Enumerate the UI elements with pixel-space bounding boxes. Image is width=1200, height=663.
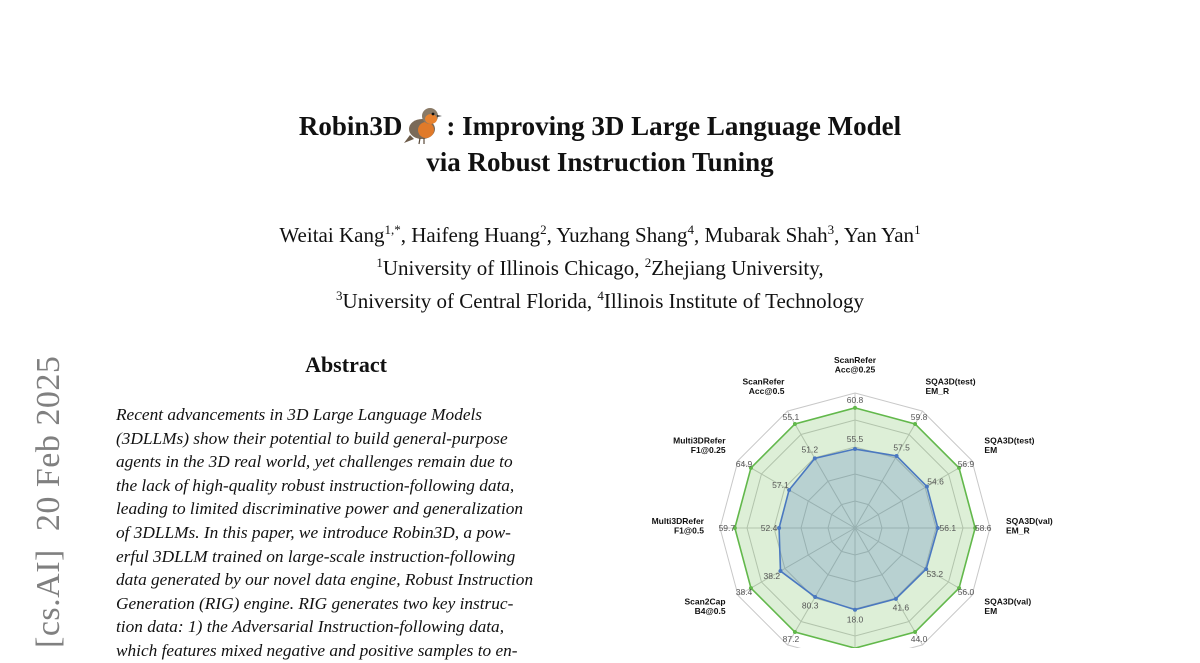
affil-mark: 1 — [376, 255, 383, 270]
title-rest: : Improving 3D Large Language Model — [446, 111, 902, 141]
radar-chart — [600, 340, 1120, 648]
abstract-heading: Abstract — [305, 352, 387, 377]
radar-point-baseline — [813, 595, 817, 599]
author-affil-mark: 4 — [687, 222, 695, 237]
abstract-line: (3DLLMs) show their potential to build general-purpose — [116, 428, 508, 448]
radar-axis-label: SQA3D(test) — [984, 435, 1035, 446]
abstract-line: of 3DLLMs. In this paper, we introduce Robin3D, a pow- — [116, 522, 511, 542]
radar-axis-label: ScanRefer — [833, 355, 877, 365]
radar-point-baseline — [813, 456, 817, 460]
radar-axis-label: Acc@0.25 — [834, 364, 876, 375]
radar-value-label: 52.4 — [760, 523, 778, 533]
radar-value-label: 55.5 — [846, 434, 864, 445]
affiliation: University of Illinois Chicago, — [382, 256, 645, 280]
radar-axis-label: ScanRefer — [742, 376, 785, 387]
radar-value-label: 56.0 — [957, 587, 975, 598]
radar-value-label: 57.5 — [893, 442, 910, 453]
radar-value-label: 87.2 — [782, 633, 800, 644]
radar-point-baseline — [895, 454, 899, 458]
radar-value-label: 41.6 — [892, 602, 910, 613]
author-name: , Mubarak Shah — [694, 223, 828, 247]
radar-value-label: 54.6 — [927, 476, 944, 487]
affiliation-line-1 — [0, 249, 1200, 282]
author-name: , Yuzhang Shang — [546, 223, 688, 247]
radar-point-baseline — [777, 526, 781, 530]
radar-axis-label: B4@0.5 — [694, 606, 726, 616]
author-name: Weitai Kang — [279, 223, 385, 247]
author-affil-mark: 1,* — [384, 222, 401, 237]
author-name: , Haifeng Huang — [400, 223, 541, 247]
affiliation: Illinois Institute of Technology — [603, 289, 864, 313]
author-block — [0, 216, 1200, 315]
radar-value-label: 18.0 — [846, 614, 864, 625]
abstract-body — [116, 403, 578, 663]
affiliation-line-2 — [0, 282, 1200, 315]
radar-value-label: 56.9 — [957, 458, 975, 469]
radar-axis-label: EM_R — [925, 386, 950, 397]
radar-value-label: 44.0 — [910, 633, 928, 644]
radar-axis-label: Scan2Cap — [684, 596, 726, 607]
affil-mark: 4 — [597, 288, 604, 303]
robin-bird-icon — [402, 101, 446, 145]
affiliation: Zhejiang University, — [651, 256, 824, 280]
radar-axis-label: SQA3D(val) — [984, 596, 1032, 607]
radar-axis-label: SQA3D(val) — [1006, 516, 1053, 526]
abstract-line: agents in the 3D real world, yet challenges remain due to — [116, 452, 513, 472]
radar-value-label: 55.1 — [782, 412, 800, 423]
radar-axis-label: EM_R — [1006, 525, 1030, 536]
radar-axis-label: EM — [984, 606, 998, 616]
radar-value-label: 38.4 — [735, 587, 753, 598]
radar-value-label: 59.8 — [910, 412, 928, 423]
affiliation: University of Central Florida, — [342, 289, 598, 313]
radar-value-label: 64.9 — [735, 458, 753, 469]
radar-axis-label: SQA3D(test) — [925, 376, 976, 387]
radar-value-label: 53.2 — [926, 569, 944, 580]
radar-value-label: 57.1 — [772, 479, 789, 490]
author-name: , Yan Yan — [834, 223, 915, 247]
radar-axis-label: F1@0.25 — [690, 445, 726, 455]
radar-point-robin3d — [793, 422, 797, 426]
radar-value-label: 38.2 — [763, 571, 781, 582]
radar-value-label: 51.2 — [801, 444, 819, 455]
abstract-line: tion data: 1) the Adversarial Instruction-following data, — [116, 617, 505, 637]
radar-value-label: 56.1 — [939, 523, 957, 533]
radar-axis-label: F1@0.5 — [673, 525, 704, 536]
radar-point-robin3d — [913, 422, 917, 426]
abstract-line: data generated by our novel data engine, Robust Instruction — [116, 570, 534, 590]
abstract-line: erful 3DLLM trained on large-scale instruction-following — [116, 546, 516, 566]
paper-title — [0, 101, 1200, 179]
radar-axis-label: Multi3DRefer — [651, 516, 704, 526]
abstract-line: which features mixed negative and positive samples to en- — [116, 640, 518, 660]
affil-mark: 2 — [644, 255, 652, 270]
arxiv-stamp: [cs.AI] 20 Feb 2025 — [30, 355, 67, 648]
author-affil-mark: 2 — [540, 222, 547, 237]
radar-value-label: 59.7 — [718, 523, 736, 533]
radar-value-label: 60.8 — [846, 394, 864, 405]
title-robin3d: Robin3D — [298, 111, 403, 141]
radar-point-baseline — [853, 608, 857, 612]
radar-value-label: 80.3 — [801, 600, 819, 611]
radar-value-label: 58.6 — [974, 523, 992, 533]
radar-point-baseline — [894, 597, 898, 601]
radar-axis-label: Multi3DRefer — [673, 435, 726, 446]
abstract-line: Generation (RIG) engine. RIG generates two key instruc- — [116, 593, 514, 613]
author-affil-mark: 1 — [914, 222, 921, 237]
title-line-2: via Robust Instruction Tuning — [426, 147, 774, 177]
affil-mark: 3 — [336, 288, 343, 303]
radar-point-baseline — [853, 447, 857, 451]
title-line-1 — [0, 101, 1200, 145]
radar-axis-label: EM — [984, 445, 998, 455]
radar-axis-label: Acc@0.5 — [748, 386, 785, 397]
radar-point-robin3d — [853, 406, 857, 410]
abstract-line: Recent advancements in 3D Large Language Models — [116, 405, 483, 424]
author-list — [0, 216, 1200, 249]
author-affil-mark: 3 — [827, 222, 835, 237]
abstract-line: leading to limited discriminative power and generalization — [116, 499, 524, 519]
abstract-line: the lack of high-quality robust instruction-following data, — [116, 475, 515, 495]
